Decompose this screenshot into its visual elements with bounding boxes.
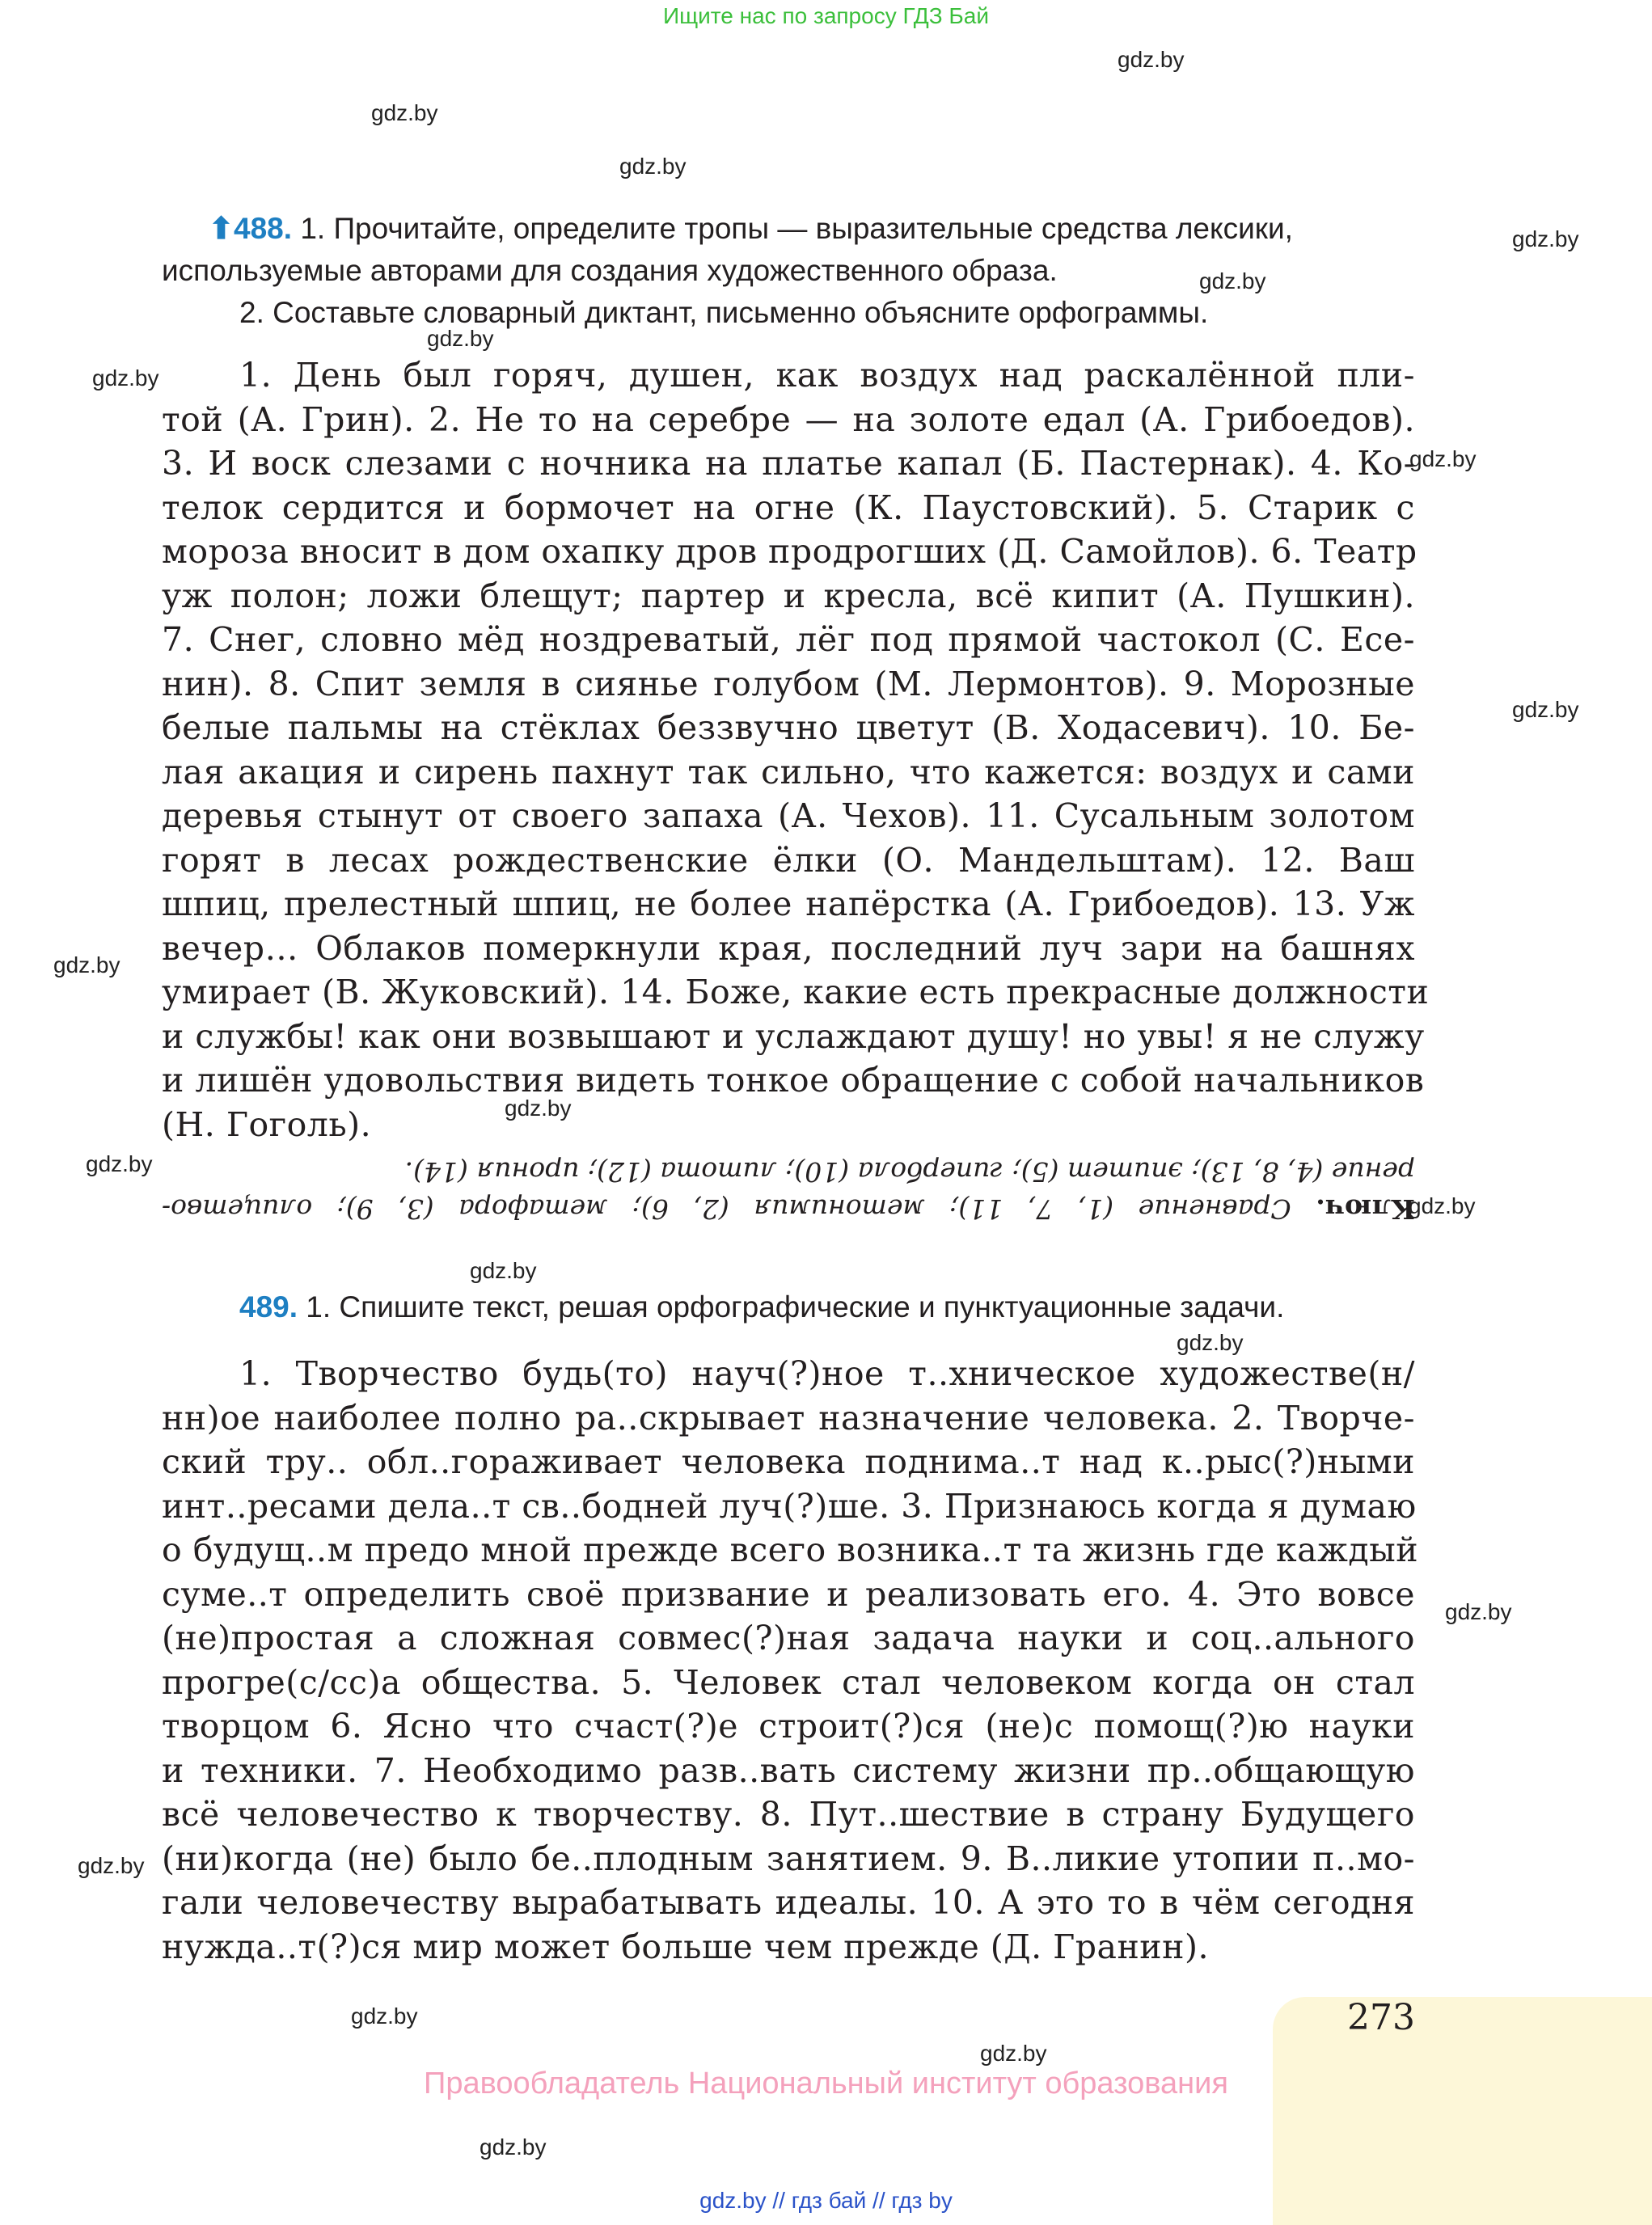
watermark: gdz.by: [53, 952, 120, 977]
text-line: той (А. Грин). 2. Не то на серебре — на золоте едал (А. Грибоедов).: [162, 399, 1415, 439]
watermark: gdz.by: [619, 154, 687, 179]
text-line: 1. День был горяч, душен, как воздух над раскалённой пли-: [239, 356, 1415, 395]
text-line: о будущ..м предо мной прежде всего возника..т та жизнь где каждый: [162, 1530, 1419, 1569]
text-line: и лишён удовольствия видеть тонкое обращение с собой начальников: [162, 1061, 1425, 1100]
text-line: 7. Снег, словно мёд ноздреватый, лёг под прямой частокол (С. Есе-: [162, 620, 1415, 659]
key-text: Сравнение (1, 7, 11); метонимия (2, 6); метафора (3, 9); олицетво-: [162, 1193, 1291, 1225]
watermark: gdz.by: [980, 2041, 1047, 2066]
text-line: уж полон; ложи блещут; партер и кресла, всё кипит (А. Пушкин).: [162, 576, 1415, 615]
text-line: творцом 6. Ясно что счаст(?)е строит(?)ся (не)с помощ(?)ю науки: [162, 1707, 1415, 1746]
watermark: gdz.by: [78, 1853, 145, 1878]
text-line: (не)простая а сложная совмес(?)ная задача науки и соц..ального: [162, 1619, 1415, 1657]
exercise-488-text: [162, 353, 1430, 1146]
watermark: gdz.by: [1177, 1330, 1244, 1355]
arrow-up-icon: ⬆: [209, 212, 234, 245]
text-line: 3. И воск слезами с ночника на платье капал (Б. Пастернак). 4. Ко-: [162, 444, 1415, 483]
text-line: всё человечество к творчеству. 8. Пут..шествие в страну Будущего: [162, 1795, 1415, 1834]
key-text: рение (4, 8, 13); эпитет (5); гипербола (10); литота (12); ирония (14).: [404, 1156, 1415, 1188]
task-text: 1. Спишите текст, решая орфографические и пунктуационные задачи.: [306, 1290, 1285, 1324]
answer-key-inverted: [162, 1130, 1415, 1227]
watermark: gdz.by: [1409, 1193, 1476, 1218]
text-line: лая акация и сирень пахнут так сильно, что кажется: воздух и сами: [162, 752, 1415, 792]
watermark: gdz.by: [1199, 268, 1266, 293]
text-line: белые пальмы на стёклах беззвучно цветут (В. Ходасевич). 10. Бе-: [162, 708, 1415, 747]
text-line: прогре(с/сс)а общества. 5. Человек стал человеком когда он стал: [162, 1662, 1415, 1702]
exercise-488-header: [209, 209, 1293, 249]
watermark: gdz.by: [505, 1096, 572, 1121]
watermark: gdz.by: [1409, 446, 1477, 471]
watermark: gdz.by: [470, 1258, 537, 1283]
watermark: gdz.by: [86, 1151, 153, 1176]
text-line: деревья стынут от своего запаха (А. Чехов). 11. Сусальным золотом: [162, 796, 1415, 835]
watermark: gdz.by: [371, 100, 438, 125]
text-line: 1. Творчество будь(то) науч(?)ное т..хническое художестве(н/: [239, 1354, 1415, 1393]
key-label: Ключ.: [1316, 1193, 1415, 1225]
exercise-number: 488.: [234, 212, 293, 245]
watermark: gdz.by: [1118, 47, 1185, 72]
text-line: гали человечеству вырабатывать идеалы. 10. А это то в чём сегодня: [162, 1883, 1415, 1922]
text-line: нн)ое наиболее полно ра..скрывает назначение человека. 2. Творче-: [162, 1398, 1415, 1438]
watermark: gdz.by: [1512, 697, 1579, 722]
text-line: и службы! как они возвышают и услаждают душу! но увы! я не служу: [162, 1016, 1425, 1056]
watermark: gdz.by: [351, 2003, 418, 2029]
text-line: телок сердится и бормочет на огне (К. Паустовский). 5. Старик с: [162, 488, 1415, 527]
task-text: используемые авторами для создания художественного образа.: [162, 254, 1058, 287]
text-line: нин). 8. Спит земля в сиянье голубом (М. Лермонтов). 9. Морозные: [162, 664, 1415, 703]
text-line: умирает (В. Жуковский). 14. Боже, какие есть прекрасные должности: [162, 973, 1430, 1011]
top-banner[interactable]: Ищите нас по запросу ГДЗ Бай: [662, 3, 990, 28]
task-text: 2. Составьте словарный диктант, письменно объясните орфограммы.: [239, 296, 1209, 329]
task-text: 1. Прочитайте, определите тропы — выразительные средства лексики,: [300, 212, 1293, 245]
text-line: мороза вносит в дом охапку дров продрогших (Д. Самойлов). 6. Театр: [162, 532, 1418, 571]
text-line: суме..т определить своё призвание и реализовать его. 4. Это вовсе: [162, 1574, 1415, 1614]
watermark: gdz.by: [480, 2134, 547, 2160]
watermark: gdz.by: [1512, 226, 1579, 251]
text-line: шпиц, прелестный шпиц, не более напёрстка (А. Грибоедов). 13. Уж: [162, 885, 1415, 923]
footer-links[interactable]: gdz.by // гдз бай // гдз by: [699, 2188, 953, 2213]
text-line: (Н. Гоголь).: [162, 1104, 372, 1144]
text-line: инт..ресами дела..т св..бодней луч(?)ше. 3. Признаюсь когда я думаю: [162, 1486, 1417, 1526]
watermark: gdz.by: [92, 365, 159, 391]
text-line: вечер… Облаков померкнули края, последний луч зари на башнях: [162, 928, 1415, 968]
text-line: нужда..т(?)ся мир может больше чем прежде (Д. Гранин).: [162, 1927, 1209, 1966]
text-line: и техники. 7. Необходимо разв..вать систему жизни пр..общающую: [162, 1750, 1415, 1790]
page-number: 273: [1347, 1997, 1415, 2038]
text-line: ский тру.. обл..гораживает человека поднима..т над к..рыс(?)ными: [162, 1442, 1415, 1481]
watermark: gdz.by: [427, 326, 494, 351]
watermark: gdz.by: [1445, 1599, 1512, 1624]
exercise-number: 489.: [239, 1290, 298, 1324]
text-line: горят в лесах рождественские ёлки (О. Мандельштам). 12. Ваш: [162, 840, 1415, 880]
text-line: (ни)когда (не) было бе..плодным занятием. 9. В..ликие утопии п..мо-: [162, 1839, 1415, 1878]
exercise-489-text: [162, 1352, 1419, 1969]
exercise-489-header: [239, 1287, 1284, 1328]
copyright-notice: Правообладатель Национальный институт образования: [424, 2067, 1228, 2100]
